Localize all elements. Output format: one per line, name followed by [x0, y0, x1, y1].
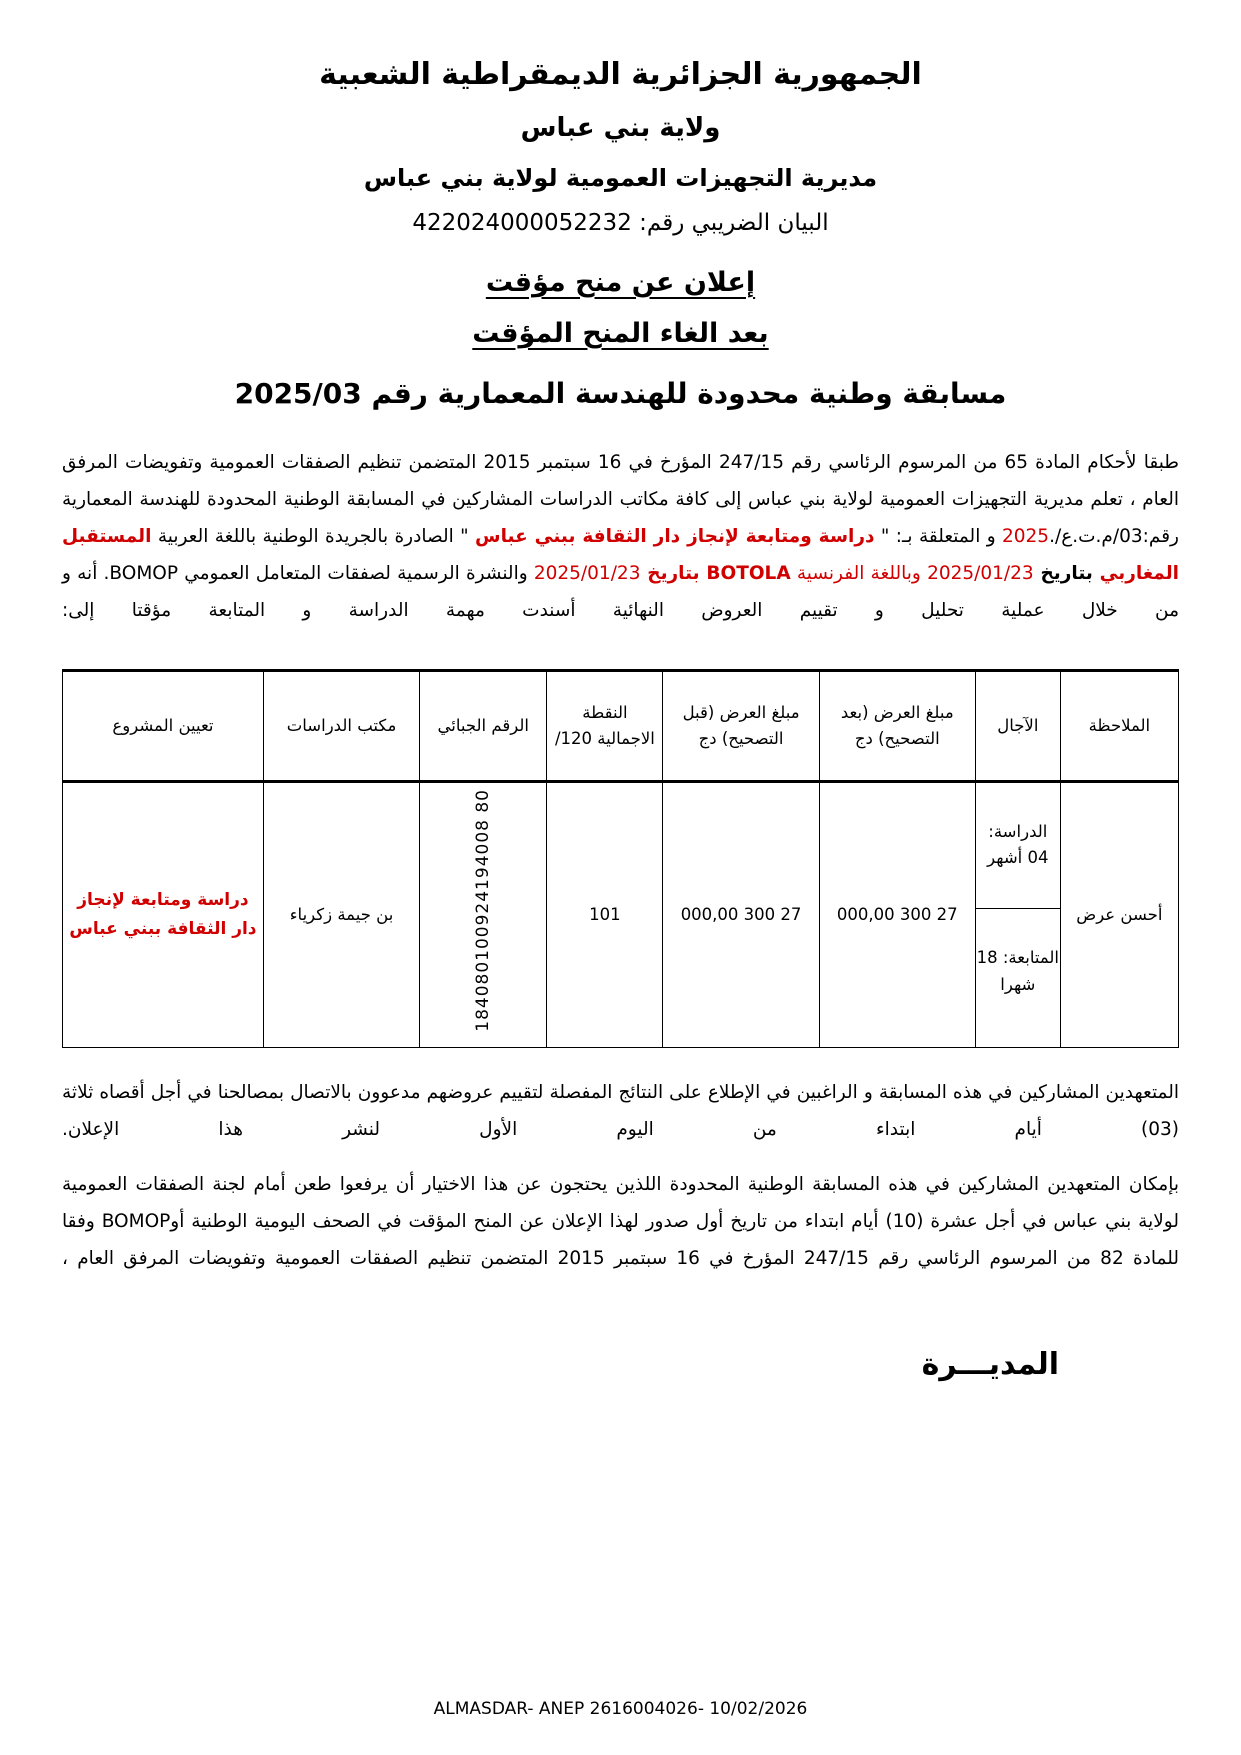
header-amount-before: مبلغ العرض (قبل التصحيح) دج	[663, 670, 819, 781]
directorate-heading: مديرية التجهيزات العمومية لولاية بني عباس	[363, 164, 878, 192]
wilaya-heading: ولاية بني عباس	[520, 113, 721, 143]
header-studies-office: مكتب الدراسات	[263, 670, 419, 781]
header-fiscal-number: الرقم الجبائي	[420, 670, 547, 781]
tax-id-line: البيان الضريبي رقم: 422024000052232	[412, 210, 829, 236]
appeal-rights-paragraph: بإمكان المتعهدين المشاركين في هذه المسابقة الوطنية المحدودة اللذين يحتجون عن هذا الاختيار أن يرفعوا طعن أمام لجنة الصفقات العمومية لولاية بني عباس في أجل عشرة (10) أيام ابتداء من تاريخ أول صدور لهذا الإعلان عن المنح المؤقت في الصحف اليومية الوطنية أوBOMOP وفقا للمادة 82 من المرسوم الرئاسي رقم 247/15 المؤرخ في 16 سبتمبر 2015 المتضمن تنظيم الصفقات العمومية وتفويضات المرفق العام ،	[62, 1173, 1179, 1269]
header-score: النقطة الاجمالية 120/	[547, 670, 663, 781]
cell-amount-after: 27 300 000,00	[819, 781, 975, 1047]
intro-year: 2025	[1002, 525, 1050, 547]
intro-segment-2: و المتعلقة بـ: "	[874, 525, 1002, 547]
cell-score: 101	[547, 781, 663, 1047]
intro-segment-6: بتاريخ	[640, 562, 707, 584]
intro-segment-4: بتاريخ	[1033, 562, 1100, 584]
competition-title: مسابقة وطنية محدودة للهندسة المعمارية رقم 2025/03	[234, 376, 1007, 410]
announcement-subtitle: بعد الغاء المنح المؤقت	[472, 317, 769, 349]
fiscal-number-value: 184080100924194008 80	[473, 789, 494, 1033]
table-row	[63, 781, 1179, 1047]
signature-title: المديـــرة	[921, 1346, 1059, 1382]
cell-fiscal-number	[420, 781, 547, 1047]
intro-paragraph	[62, 444, 1179, 629]
header-delay: الآجال	[975, 670, 1060, 781]
header-project: تعيين المشروع	[63, 670, 264, 781]
intro-segment-7: والنشرة الرسمية لصفقات المتعامل العمومي BOMOP. أنه و من خلال عملية تحليل و تقييم العروض النهائية أسندت مهمة الدراسة و المتابعة مؤقتا إلى:	[62, 562, 1179, 621]
cell-delay	[975, 781, 1060, 1047]
intro-segment-3: " الصادرة بالجريدة الوطنية باللغة العربية	[151, 525, 476, 547]
intro-newspaper-fr: BOTOLA	[706, 562, 791, 584]
cell-studies-office: بن جيمة زكرياء	[263, 781, 419, 1047]
intro-project-name: دراسة ومتابعة لإنجاز دار الثقافة ببني عباس	[475, 525, 875, 547]
delay-stack	[976, 783, 1060, 1047]
intro-date-2: 2025/01/23	[533, 562, 641, 584]
intro-segment-5: وباللغة الفرنسية	[790, 562, 928, 584]
header-amount-after: مبلغ العرض (بعد التصحيح) دج	[819, 670, 975, 781]
header-remark: الملاحظة	[1060, 670, 1178, 781]
cell-project	[63, 781, 264, 1047]
cell-amount-before: 27 300 000,00	[663, 781, 819, 1047]
intro-newspaper-ar: المستقبل المغاربي	[62, 525, 1179, 584]
republic-heading: الجمهورية الجزائرية الديمقراطية الشعبية	[319, 57, 922, 92]
intro-segment-1: طبقا لأحكام المادة 65 من المرسوم الرئاسي رقم 247/15 المؤرخ في 16 سبتمبر 2015 المتضمن تنظيم الصفقات العمومية وتفويضات المرفق العام ، تعلم مديرية التجهيزات العمومية لولاية بني عباس إلى كافة مكاتب الدراسات المشاركين في المسابقة الوطنية المحدودة للهندسة المعمارية رقم:03/م.ت.ع/.	[62, 451, 1180, 547]
footer-reference: ALMASDAR- ANEP 2616004026- 10/02/2026	[433, 1699, 808, 1719]
announcement-title: إعلان عن منح مؤقت	[485, 266, 756, 298]
cell-delay-study: الدراسة: 04 أشهر	[976, 783, 1060, 909]
cell-remark: أحسن عرض	[1060, 781, 1178, 1047]
appeal-info-paragraph: المتعهدين المشاركين في هذه المسابقة و الراغبين في الإطلاع على النتائج المفصلة لتقييم عروضهم مدعوون بالاتصال بمصالحنا في أجل أقصاه ثلاثة (03) أيام ابتداء من اليوم الأول لنشر هذا الإعلان.	[62, 1081, 1179, 1140]
intro-date-1: 2025/01/23	[927, 562, 1034, 584]
document-header	[62, 52, 1179, 410]
award-table	[62, 669, 1179, 1048]
cell-project-value: دراسة ومتابعة لإنجاز دار الثقافة ببني عباس	[69, 889, 257, 939]
table-header-row	[63, 670, 1179, 781]
cell-delay-followup: المتابعة: 18 شهرا	[976, 948, 1059, 994]
